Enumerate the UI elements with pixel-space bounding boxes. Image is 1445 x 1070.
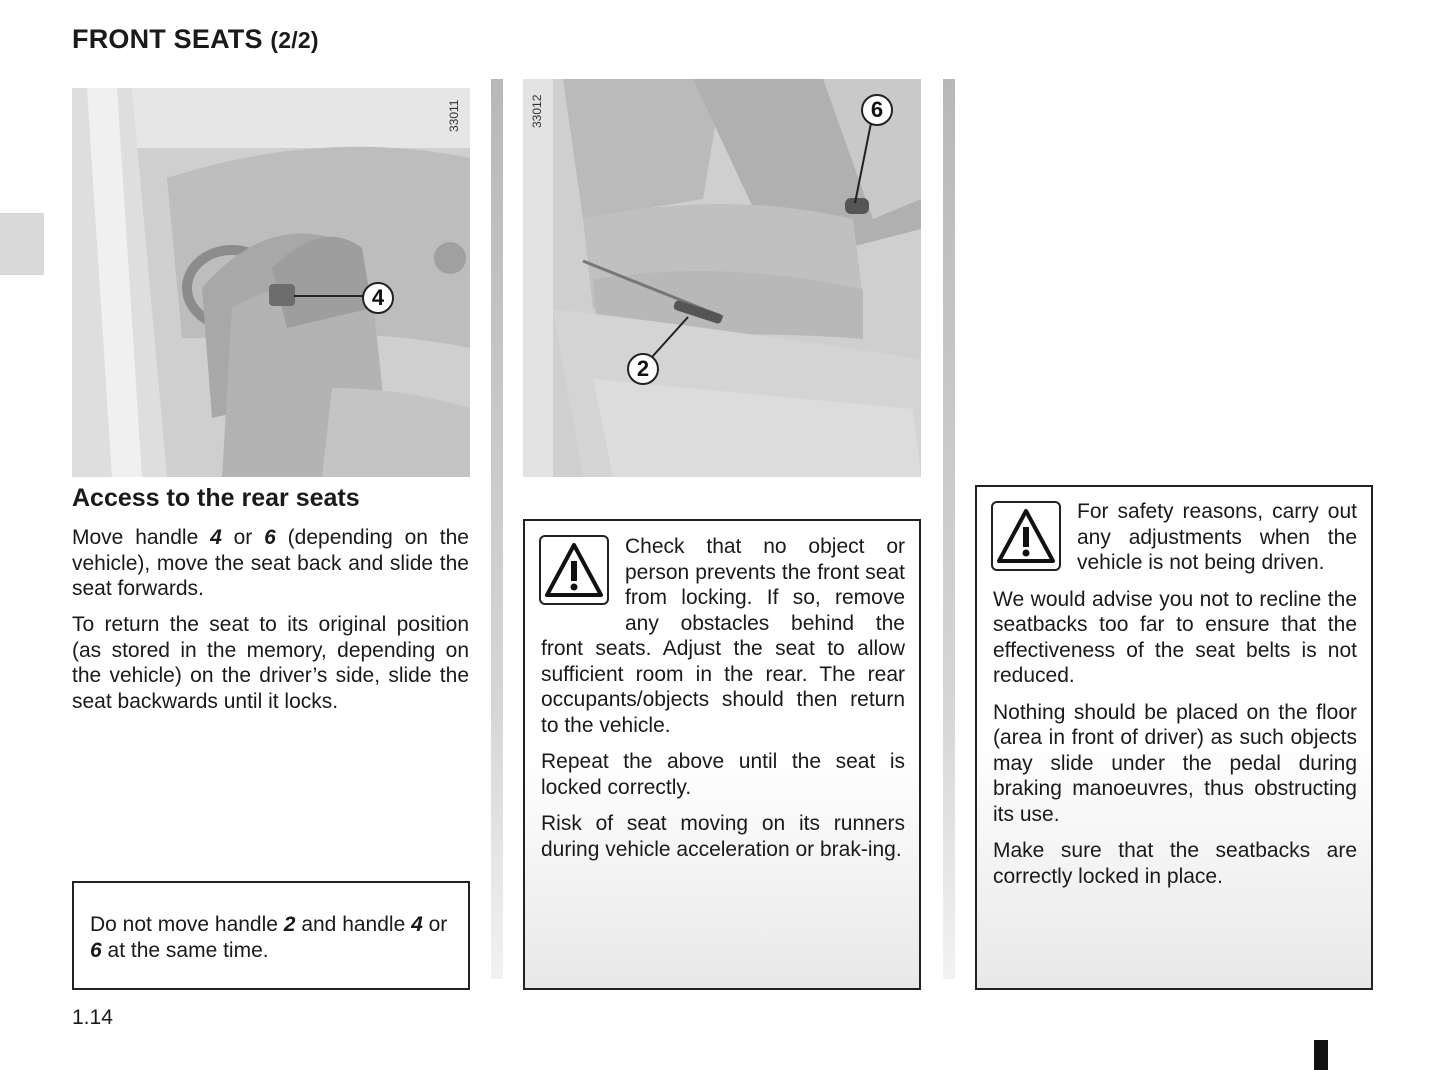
warning-text-right: For safety reasons, carry out any adjustments when the vehicle is not being driven. We would advise you not to recline the seatbacks too far to ensure that the effectiveness of the seat belts is not reduced. Nothing should be placed on the floor (area in front of driver) as such objects may slide under the pedal during braking manoeuvres, thus obstructing its use. Make sure that the seatbacks are correctly locked in place. xyxy=(993,500,1357,888)
figure-code: 33012 xyxy=(530,94,544,128)
warning-box-right xyxy=(975,485,1373,990)
page-number: 1.14 xyxy=(72,1006,113,1029)
paragraph: To return the seat to its original position (as stored in the memory, depending on the vehicle) on the driver’s side, slide the seat backwards until it locks. xyxy=(72,613,469,713)
page-title-suffix: (2/2) xyxy=(270,27,319,53)
callout-2: 2 xyxy=(627,353,659,385)
page-title: FRONT SEATS (2/2) xyxy=(72,24,319,54)
warning-text-middle: Check that no object or person prevents the front seat from locking. If so, remove any obstacles behind the front seats. Adjust the seat to allow sufficient room in the rear. The rear occupants/objects should then return to the vehicle. Repeat the above until the seat is locked correctly. Risk of seat moving on its runners during vehicle acceleration or brak-ing. xyxy=(541,535,905,861)
chapter-tab xyxy=(0,213,44,275)
figure-code: 33011 xyxy=(447,99,461,132)
front-seat-illustration xyxy=(523,79,921,477)
callout-6: 6 xyxy=(861,94,893,126)
warning-box-middle xyxy=(523,519,921,990)
paragraph: Move handle 4 or 6 (depending on the vehicle), move the seat back and slide the seat forwards. xyxy=(72,526,469,600)
column-divider-right xyxy=(943,79,955,979)
car-interior-illustration xyxy=(72,88,470,477)
page-edge-marker xyxy=(1314,1040,1328,1070)
figure-seat-handle-4 xyxy=(72,88,470,477)
note-box xyxy=(72,881,470,990)
note-text: Do not move handle 2 and handle 4 or 6 at the same time. xyxy=(90,913,448,962)
figure-seat-handles-6-2 xyxy=(523,79,921,477)
section-heading: Access to the rear seats xyxy=(72,484,360,512)
callout-4: 4 xyxy=(362,282,394,314)
column-divider-left xyxy=(491,79,503,979)
